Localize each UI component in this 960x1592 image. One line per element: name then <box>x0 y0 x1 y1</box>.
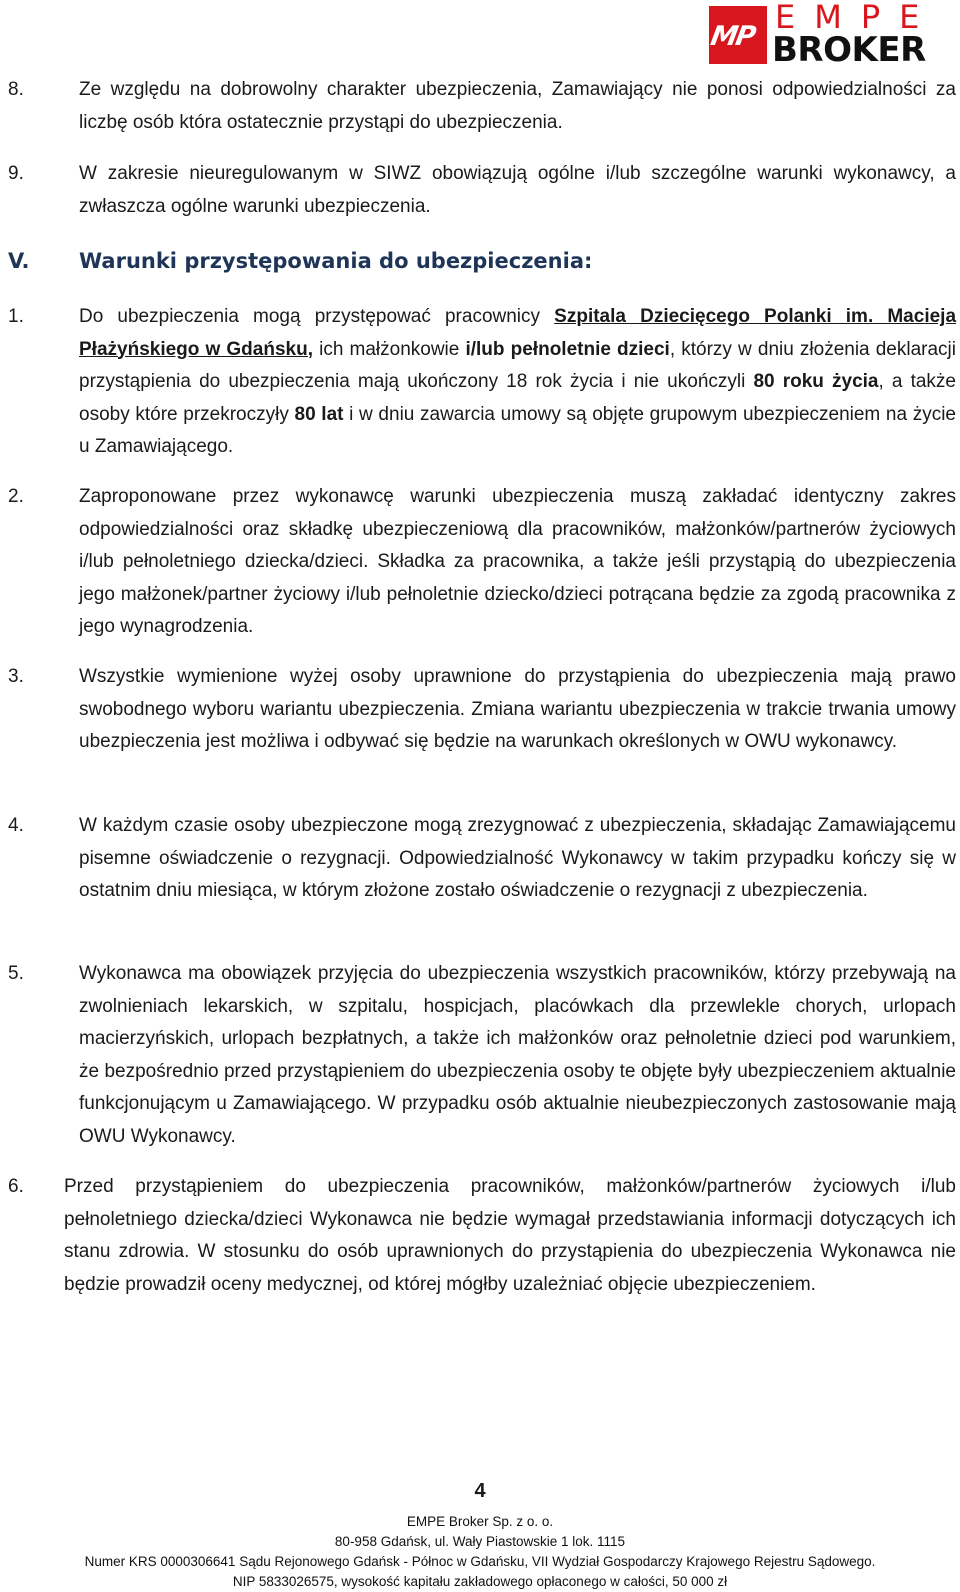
logo-mark: MP <box>709 6 767 64</box>
item-number: 8. <box>8 79 24 100</box>
item-number: 3. <box>8 666 24 687</box>
paragraph-text: Ze względu na dobrowolny charakter ubezpieczenia, Zamawiający nie ponosi odpowiedzialności za liczbę osób która ostatecznie przystąpi do ubezpieczenia. <box>79 79 956 133</box>
section-title: Warunki przystępowania do ubezpieczenia: <box>79 249 593 273</box>
paragraph-text: Do ubezpieczenia mogą przystępować pracownicy Szpitala Dziecięcego Polanki im. Macieja Płażyńskiego w Gdańsku, ich małżonkowie i/lub pełnoletnie dzieci, którzy w dniu złożenia deklaracji przystąpienia do ubezpieczenia mają ukończony 18 rok życia i nie ukończyli 80 roku życia, a także osoby które przekroczyły 80 lat i w dniu zawarcia umowy są objęte grupowym ubezpieczeniem na życie u Zamawiającego. <box>79 306 957 457</box>
hospital-name: Szpitala Dziecięcego Polanki im. Macieja Płażyńskiego w Gdańsku, <box>79 306 957 360</box>
item-number: 1. <box>8 306 24 327</box>
footer-company: EMPE Broker Sp. z o. o. <box>406 1514 554 1529</box>
paragraph-text: Przed przystąpieniem do ubezpieczenia pracowników, małżonków/partnerów życiowych i/lub pełnoletniego dziecka/dzieci Wykonawca nie będzie wymagał przedstawiania informacji dotyczących ich stanu zdrowia. W stosunku do osób uprawnionych do przystąpienia do ubezpieczenia Wykonawca nie będzie prowadził oceny medycznej, od której mógłby uzależniać objęcie ubezpieczeniem. <box>64 1176 956 1295</box>
logo-empe-text: EMPE <box>775 0 939 36</box>
paragraph-text: Zaproponowane przez wykonawcę warunki ubezpieczenia muszą zakładać identyczny zakres odpowiedzialności oraz składkę ubezpieczeniową dla pracowników, małżonków/partnerów życiowych i/lub pełnoletniego dziecka/dzieci. Składka za pracownika, a także jeśli przystąpią do ubezpieczenia jego małżonek/partner życiowy i/lub pełnoletnie dziecko/dzieci potrącana będzie za zgodą pracownika z jego wynagrodzenia. <box>79 486 956 637</box>
item-number: 6. <box>8 1176 24 1197</box>
item-number: 5. <box>8 963 24 984</box>
empe-broker-logo <box>708 0 955 70</box>
paragraph-text: Wszystkie wymienione wyżej osoby uprawnione do przystąpienia do ubezpieczenia mają prawo swobodnego wyboru wariantu ubezpieczenia. Zmiana wariantu ubezpieczenia w trakcie trwania umowy ubezpieczenia jest możliwa i odbywać się będzie na warunkach określonych w OWU wykonawcy. <box>79 666 956 752</box>
section-number: V. <box>8 249 30 273</box>
item-number: 9. <box>8 163 24 184</box>
paragraph-text: W zakresie nieuregulowanym w SIWZ obowiązują ogólne i/lub szczególne warunki wykonawcy, a zwłaszcza ogólne warunki ubezpieczenia. <box>79 163 956 217</box>
footer-nip: NIP 5833026575, wysokość kapitału zakładowego opłaconego w całości, 50 000 zł <box>232 1574 728 1589</box>
item-number: 2. <box>8 486 24 507</box>
paragraph-text: Wykonawca ma obowiązek przyjęcia do ubezpieczenia wszystkich pracowników, którzy przebywają na zwolnieniach lekarskich, w szpitalu, hospicjach, placówkach dla przewlekle chorych, urlopach macierzyńskich, urlopach bezpłatnych, a także ich małżonków oraz pełnoletnie dzieci pod warunkiem, że bezpośrednio przed przystąpieniem do ubezpieczenia osoby te objęte były ubezpieczeniem aktualnie funkcjonującym u Zamawiającego. W przypadku osób aktualnie nieubezpieczonych zastosowanie mają OWU Wykonawcy. <box>79 963 956 1147</box>
footer-krs: Numer KRS 0000306641 Sądu Rejonowego Gdańsk - Północ w Gdańsku, VII Wydział Gospodarczy Krajowego Rejestru Sądowego. <box>84 1554 876 1569</box>
item-number: 4. <box>8 815 24 836</box>
logo-broker-text: BROKER <box>772 30 926 70</box>
footer-address: 80-958 Gdańsk, ul. Wały Piastowskie 1 lok. 1115 <box>334 1534 626 1549</box>
paragraph-text: W każdym czasie osoby ubezpieczone mogą zrezygnować z ubezpieczenia, składając Zamawiającemu pisemne oświadczenie o rezygnacji. Odpowiedzialność Wykonawcy w takim przypadku kończy się w ostatnim dniu miesiąca, w którym złożone zostało oświadczenie o rezygnacji z ubezpieczenia. <box>79 815 956 901</box>
page-number: 4 <box>474 1480 486 1502</box>
